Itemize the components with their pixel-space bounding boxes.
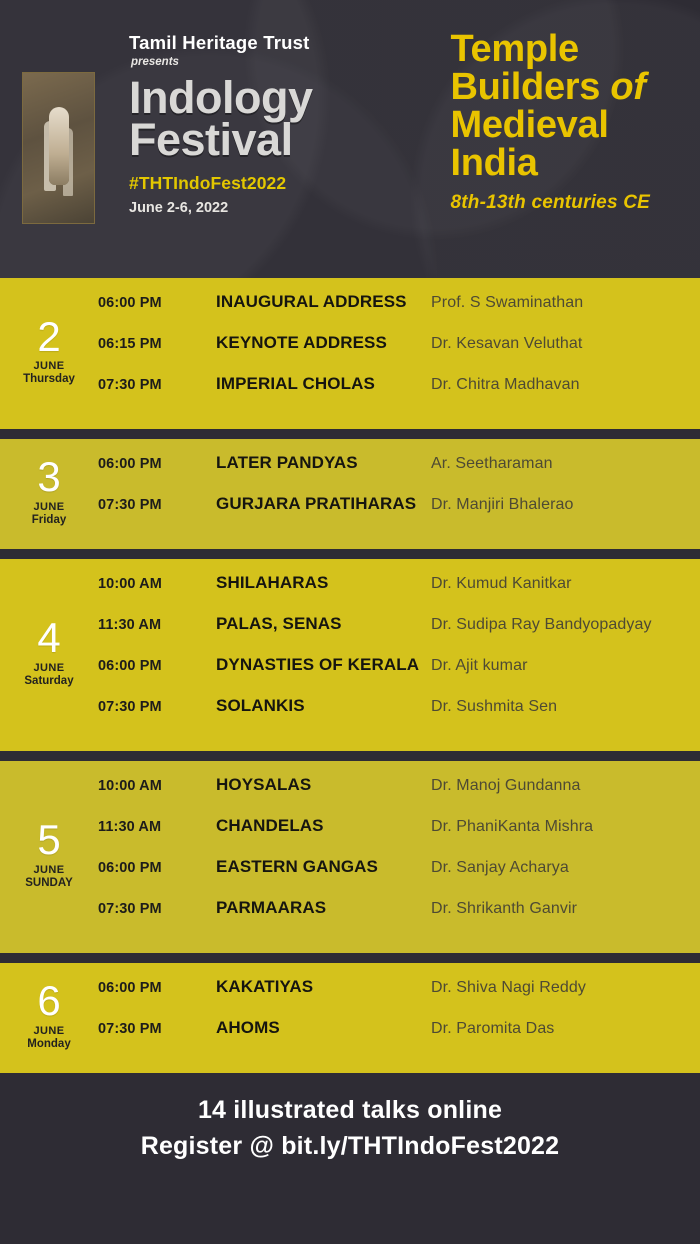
theme-line-1: Temple — [450, 28, 579, 70]
talk-time: 06:00 PM — [98, 980, 162, 996]
day-date-column — [0, 292, 98, 415]
talk-speaker: Dr. Shrikanth Ganvir — [431, 900, 578, 917]
talk-topic: PALAS, SENAS — [216, 614, 342, 633]
festival-title — [129, 72, 313, 166]
day-number: 4 — [37, 614, 61, 662]
talk-topic: IMPERIAL CHOLAS — [216, 374, 375, 393]
day-number: 2 — [37, 312, 61, 360]
talk-speaker: Dr. Sanjay Acharya — [431, 859, 569, 876]
talk-row — [98, 655, 686, 696]
festival-title-block — [129, 18, 312, 216]
footer-talks-count: 14 illustrated talks online — [197, 1095, 503, 1124]
talk-topic: INAUGURAL ADDRESS — [216, 292, 407, 311]
day-month: JUNE — [33, 500, 65, 513]
talk-speaker: Ar. Seetharaman — [431, 455, 553, 472]
talk-topic: HOYSALAS — [216, 775, 312, 794]
talk-topic: PARMAARAS — [216, 898, 327, 917]
schedule-day-2 — [0, 278, 700, 429]
talk-time: 07:30 PM — [98, 1021, 162, 1037]
schedule-day-5 — [0, 761, 700, 953]
talk-topic: SOLANKIS — [216, 696, 305, 715]
talk-topic: GURJARA PRATIHARAS — [216, 494, 417, 513]
day-talks-list — [98, 775, 700, 939]
talk-row — [98, 573, 686, 614]
talk-row — [98, 775, 686, 816]
talk-time: 06:15 PM — [98, 336, 162, 352]
talk-speaker: Dr. PhaniKanta Mishra — [431, 818, 594, 835]
schedule-day-6 — [0, 963, 700, 1073]
theme-subtitle: 8th-13th centuries CE — [450, 192, 650, 213]
talk-speaker: Dr. Kesavan Veluthat — [431, 335, 583, 352]
day-date-column — [0, 573, 98, 737]
talk-row — [98, 816, 686, 857]
talk-row — [98, 977, 686, 1018]
footer-register-link[interactable]: Register @ bit.ly/THTIndoFest2022 — [140, 1131, 560, 1160]
day-talks-list — [98, 573, 700, 737]
talk-time: 10:00 AM — [98, 576, 162, 592]
talk-speaker: Dr. Sudipa Ray Bandyopadyay — [431, 616, 652, 633]
poster-footer — [0, 1073, 700, 1183]
theme-line-4: India — [450, 142, 538, 184]
day-talks-list — [98, 977, 700, 1059]
talk-time: 10:00 AM — [98, 778, 162, 794]
talk-row — [98, 494, 686, 535]
day-month: JUNE — [33, 360, 65, 373]
talk-row — [98, 292, 686, 333]
talk-row — [98, 614, 686, 655]
day-separator — [0, 429, 700, 439]
festival-title-line2: Festival — [129, 114, 293, 166]
schedule — [0, 278, 700, 1073]
talk-topic: KEYNOTE ADDRESS — [216, 333, 387, 352]
presents-label: presents — [131, 56, 179, 68]
theme-line-3: Medieval — [450, 104, 609, 146]
talk-speaker: Dr. Manjiri Bhalerao — [431, 496, 574, 513]
talk-speaker: Dr. Manoj Gundanna — [431, 777, 581, 794]
day-month: JUNE — [33, 1024, 65, 1037]
talk-topic: EASTERN GANGAS — [216, 857, 378, 876]
day-number: 6 — [37, 977, 61, 1025]
talk-row — [98, 696, 686, 737]
talk-speaker: Dr. Sushmita Sen — [431, 698, 558, 715]
talk-topic: KAKATIYAS — [216, 977, 314, 996]
theme-line-2 — [450, 68, 650, 106]
talk-row — [98, 374, 686, 415]
talk-topic: DYNASTIES OF KERALA — [216, 655, 420, 674]
day-number: 5 — [37, 816, 61, 864]
festival-hashtag: #THTIndoFest2022 — [129, 172, 287, 193]
talk-topic: LATER PANDYAS — [216, 453, 358, 472]
talk-time: 11:30 AM — [98, 819, 162, 835]
talk-time: 11:30 AM — [98, 617, 162, 633]
talk-speaker: Prof. S Swaminathan — [431, 294, 584, 311]
talk-speaker: Dr. Shiva Nagi Reddy — [431, 979, 586, 996]
day-separator — [0, 953, 700, 963]
theme-line-2-of: of — [610, 66, 646, 108]
day-talks-list — [98, 292, 700, 415]
talk-topic: AHOMS — [216, 1018, 280, 1037]
talk-time: 06:00 PM — [98, 658, 162, 674]
day-number: 3 — [37, 453, 61, 501]
day-weekday: Monday — [27, 1037, 71, 1050]
talk-row — [98, 857, 686, 898]
talk-time: 06:00 PM — [98, 860, 162, 876]
day-separator — [0, 549, 700, 559]
talk-speaker: Dr. Paromita Das — [431, 1020, 555, 1037]
day-weekday: Thursday — [23, 373, 75, 386]
day-date-column — [0, 977, 98, 1059]
day-weekday: Friday — [31, 513, 67, 526]
talk-row — [98, 1018, 686, 1059]
talk-row — [98, 453, 686, 494]
festival-title-line1: Indology — [129, 72, 313, 123]
day-date-column — [0, 775, 98, 939]
schedule-day-3 — [0, 439, 700, 549]
talk-speaker: Dr. Kumud Kanitkar — [431, 575, 572, 592]
talk-time: 06:00 PM — [98, 295, 162, 311]
talk-speaker: Dr. Chitra Madhavan — [431, 376, 580, 393]
organization-name: Tamil Heritage Trust — [129, 32, 310, 53]
talk-time: 07:30 PM — [98, 497, 162, 513]
talk-topic: SHILAHARAS — [216, 573, 329, 592]
day-weekday: SUNDAY — [25, 876, 73, 889]
talk-time: 07:30 PM — [98, 901, 162, 917]
talk-time: 07:30 PM — [98, 699, 162, 715]
poster-header — [0, 0, 700, 278]
day-talks-list — [98, 453, 700, 535]
talk-row — [98, 333, 686, 374]
talk-row — [98, 898, 686, 939]
talk-topic: CHANDELAS — [216, 816, 324, 835]
talk-time: 07:30 PM — [98, 377, 162, 393]
talk-time: 06:00 PM — [98, 456, 162, 472]
festival-dates: June 2-6, 2022 — [129, 199, 229, 216]
day-month: JUNE — [33, 863, 65, 876]
talk-speaker: Dr. Ajit kumar — [431, 657, 528, 674]
day-weekday: Saturday — [24, 674, 74, 687]
day-separator — [0, 751, 700, 761]
theme-line-2-main: Builders — [450, 66, 611, 108]
day-date-column — [0, 453, 98, 535]
schedule-day-4 — [0, 559, 700, 751]
theme-title-block — [450, 18, 680, 214]
day-month: JUNE — [33, 661, 65, 674]
temple-sculpture-thumbnail — [22, 72, 95, 224]
